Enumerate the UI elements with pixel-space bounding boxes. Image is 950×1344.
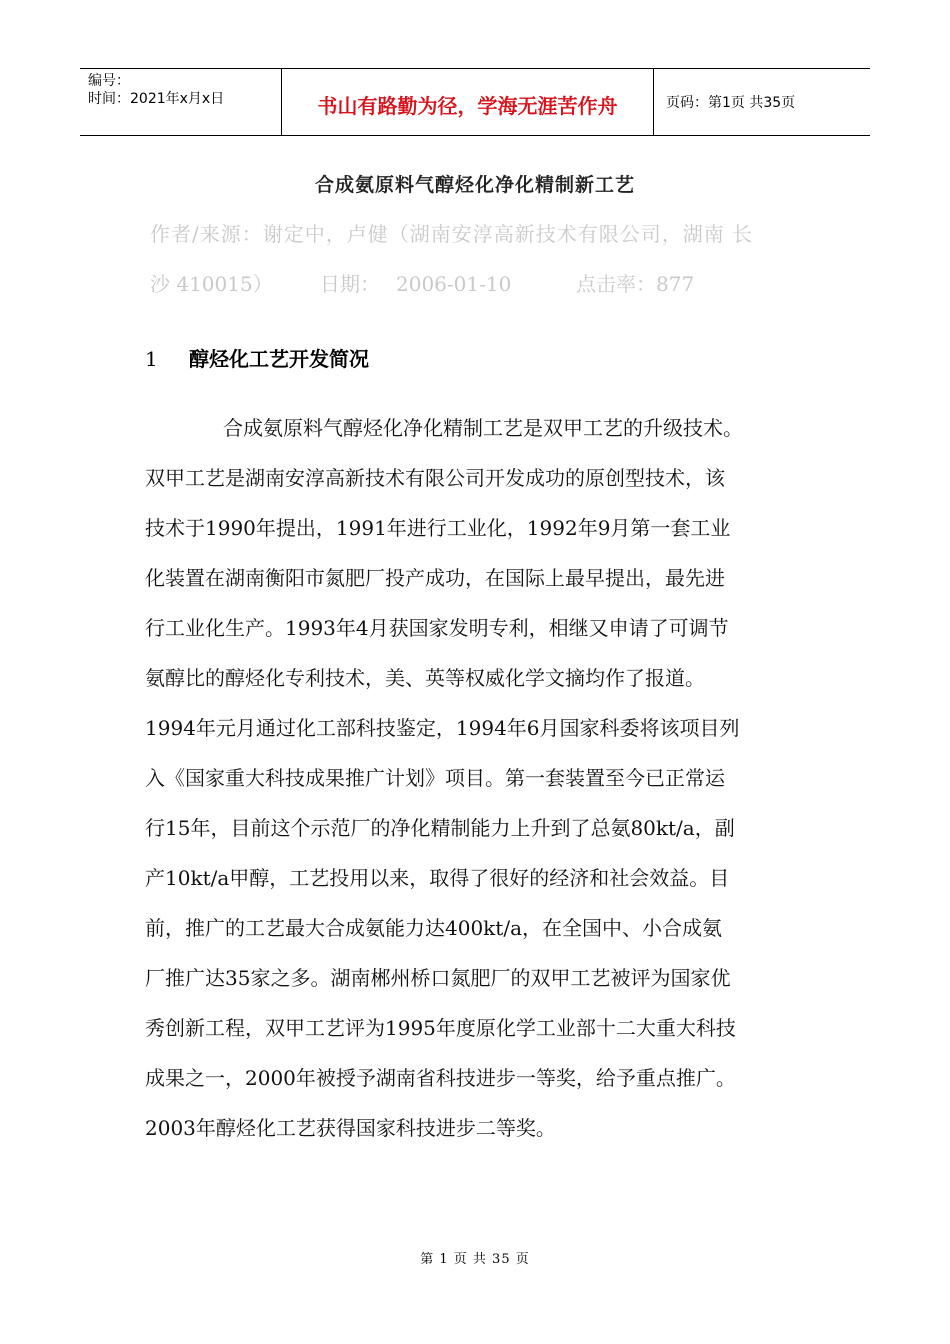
body-line: 行工业化生产。1993年4月获国家发明专利，相继又申请了可调节	[145, 616, 729, 640]
body-line: 入《国家重大科技成果推广计划》项目。第一套装置至今已正常运	[145, 766, 725, 790]
body-line: 双甲工艺是湖南安淳高新技术有限公司开发成功的原创型技术，该	[145, 466, 725, 490]
document-title: 合成氨原料气醇烃化净化精制新工艺	[314, 174, 635, 196]
header-motto: 书山有路勤为径，学海无涯苦作舟	[282, 69, 654, 135]
author-postcode: 沙 410015）	[150, 272, 273, 296]
body-line: 前，推广的工艺最大合成氨能力达400kt/a，在全国中、小合成氨	[145, 916, 722, 940]
meta-info-line	[150, 270, 810, 298]
body-line: 厂推广达35家之多。湖南郴州桥口氮肥厂的双甲工艺被评为国家优	[145, 966, 731, 990]
header-page-info: 页码：第1页 共35页	[666, 95, 796, 111]
section-heading	[145, 343, 369, 372]
date-field-label: 日期：	[320, 272, 380, 296]
serial-number-label: 编号：	[88, 73, 130, 89]
page-footer: 第 1 页 共 35 页	[420, 1252, 530, 1267]
click-count: 点击率：877	[576, 272, 695, 296]
section-title: 醇烃化工艺开发简况	[189, 347, 369, 371]
body-line: 成果之一，2000年被授予湖南省科技进步一等奖，给予重点推广。	[145, 1066, 736, 1090]
section-number: 1	[145, 347, 158, 371]
body-line: 合成氨原料气醇烃化净化精制工艺是双甲工艺的升级技术。	[223, 416, 743, 440]
date-label: 时间：2021年x月x日	[88, 91, 225, 107]
body-line: 2003年醇烃化工艺获得国家科技进步二等奖。	[145, 1116, 556, 1140]
body-paragraph	[145, 403, 810, 1153]
body-line: 氨醇比的醇烃化专利技术，美、英等权威化学文摘均作了报道。	[145, 666, 705, 690]
header-info-cell	[80, 69, 282, 135]
body-line: 行15年，目前这个示范厂的净化精制能力上升到了总氨80kt/a，副	[145, 816, 735, 840]
body-line: 技术于1990年提出，1991年进行工业化，1992年9月第一套工业	[145, 516, 731, 540]
body-line: 1994年元月通过化工部科技鉴定，1994年6月国家科委将该项目列	[145, 716, 740, 740]
body-line: 产10kt/a甲醇，工艺投用以来，取得了很好的经济和社会效益。目	[145, 866, 730, 890]
author-source-line: 作者/来源：谢定中，卢健（湖南安淳高新技术有限公司，湖南 长	[150, 222, 754, 246]
body-line: 化装置在湖南衡阳市氮肥厂投产成功，在国际上最早提出，最先进	[145, 566, 725, 590]
body-line: 秀创新工程，双甲工艺评为1995年度原化学工业部十二大重大科技	[145, 1016, 736, 1040]
document-header	[80, 68, 870, 136]
publish-date: 2006-01-10	[396, 272, 512, 296]
